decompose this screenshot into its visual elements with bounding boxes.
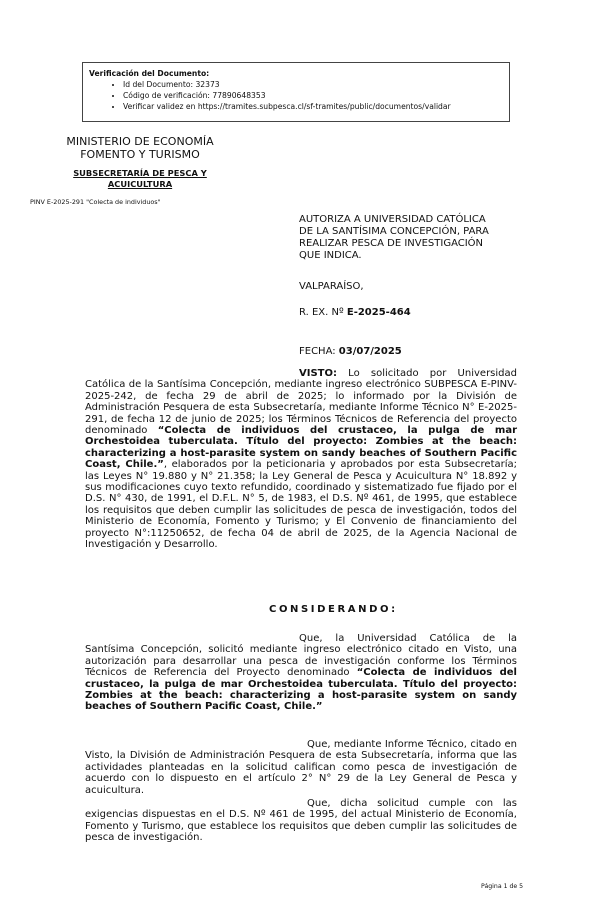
resolution-label: R. EX. Nº bbox=[299, 307, 344, 318]
considerando-1-text: Que, la Universidad Católica de la Santísima Concepción, solicitó mediante ingreso electrónico citado en Visto, una autorización para desarrollar una pesca de investigación conforme los Términos Técnicos de Referencia del Proyecto denominado bbox=[85, 633, 517, 679]
visto-text-1: Lo solicitado por Universidad Católica de la Santísima Concepción, mediante ingreso electrónico SUBPESCA E-PINV-2025-242, de fecha 29 de abril de 2025; lo informado por la División de Administración Pesquera de esta Subsecretaría, mediante Informe Técnico N° E-2025-291, de fecha 12 de junio de 2025; los Términos Técnicos de Referencia del proyecto denominado bbox=[85, 368, 517, 437]
city: VALPARAÍSO, bbox=[299, 281, 364, 292]
subsecretaria-line-1: SUBSECRETARÍA DE PESCA Y bbox=[73, 168, 207, 178]
resolution-date bbox=[299, 346, 402, 357]
resolution-number bbox=[299, 307, 411, 318]
verification-title: Verificación del Documento: bbox=[89, 69, 210, 78]
verification-url[interactable]: • Verificar validez en https://tramites.subpesca.cl/sf-tramites/public/documentos/validar bbox=[123, 101, 503, 112]
ministry-line-2: FOMENTO Y TURISMO bbox=[80, 148, 200, 161]
subsecretaria-line-2: ACUICULTURA bbox=[107, 179, 173, 189]
authorization-heading bbox=[299, 214, 529, 262]
considerando-heading: CONSIDERANDO: bbox=[269, 604, 398, 615]
ministry-name bbox=[40, 135, 240, 161]
visto-paragraph bbox=[85, 368, 517, 551]
visto-text-2: , elaborados por la peticionaria y aprobados por esta Subsecretaría; las Leyes N° 19.880 y N° 21.358; la Ley General de Pesca y Acuicultura N° 18.892 y sus modificaciones cuyo texto refundido, coordinado y sistematizado fue fijado por el D.S. N° 430, de 1991, el D.F.L. N° 5, de 1983, el D.S. Nº 461, de 1995, que establece los requisitos que deben cumplir las solicitudes de pesca de investigación, todos del Ministerio de Economía, Fomento y Turismo; y El Convenio de financiamiento del proyecto N°:11250652, de fecha 04 de abril de 2025, de la Agencia Nacional de Investigación y Desarrollo. bbox=[85, 459, 518, 551]
verification-box bbox=[82, 62, 510, 122]
visto-label: VISTO: bbox=[299, 368, 337, 379]
date-value: 03/07/2025 bbox=[338, 346, 402, 357]
visto-project-title: “Colecta de individuos del crustaceo, la pulga de mar Orchestoidea tuberculata. Título del proyecto: Zombies at the beach: characterizing a host-parasite system on sandy beaches of Southern Pacific Coast, Chile.” bbox=[85, 425, 518, 471]
considerando-1-project-title: “Colecta de individuos del crustaceo, la pulga de mar Orchestoidea tuberculata. Título del proyecto: Zombies at the beach: characterizing a host-parasite system on sandy beaches of Southern Pacific Coast, Chile.” bbox=[85, 667, 517, 713]
pinv-reference: PINV E-2025-291 "Colecta de individuos" bbox=[30, 198, 161, 206]
ministry-line-1: MINISTERIO DE ECONOMÍA bbox=[66, 135, 214, 148]
authorization-line-3: REALIZAR PESCA DE INVESTIGACIÓN bbox=[299, 238, 484, 249]
considerando-paragraph-1 bbox=[85, 633, 517, 713]
subsecretaria-name bbox=[40, 168, 240, 190]
resolution-value: E-2025-464 bbox=[346, 307, 411, 318]
verification-code: • Código de verificación: 77890648353 bbox=[123, 90, 503, 101]
date-label: FECHA: bbox=[299, 346, 336, 357]
authorization-line-4: QUE INDICA. bbox=[299, 250, 362, 261]
considerando-paragraph-3: Que, dicha solicitud cumple con las exigencias dispuestas en el D.S. Nº 461 de 1995, del actual Ministerio de Economía, Fomento y Turismo, que establece los requisitos que deben cumplir las solicitudes de pesca de investigación. bbox=[85, 798, 517, 844]
authorization-line-2: DE LA SANTÍSIMA CONCEPCIÓN, PARA bbox=[299, 226, 489, 237]
document-id: • Id del Documento: 32373 bbox=[123, 79, 503, 90]
considerando-paragraph-2: Que, mediante Informe Técnico, citado en Visto, la División de Administración Pesquera de esta Subsecretaría, informa que las actividades planteadas en la solicitud califican como pesca de investigación de acuerdo con lo dispuesto en el artículo 2° N° 29 de la Ley General de Pesca y acuicultura. bbox=[85, 739, 517, 796]
page-number: Página 1 de 5 bbox=[481, 883, 524, 890]
authorization-line-1: AUTORIZA A UNIVERSIDAD CATÓLICA bbox=[299, 214, 486, 225]
verification-list bbox=[89, 79, 503, 112]
